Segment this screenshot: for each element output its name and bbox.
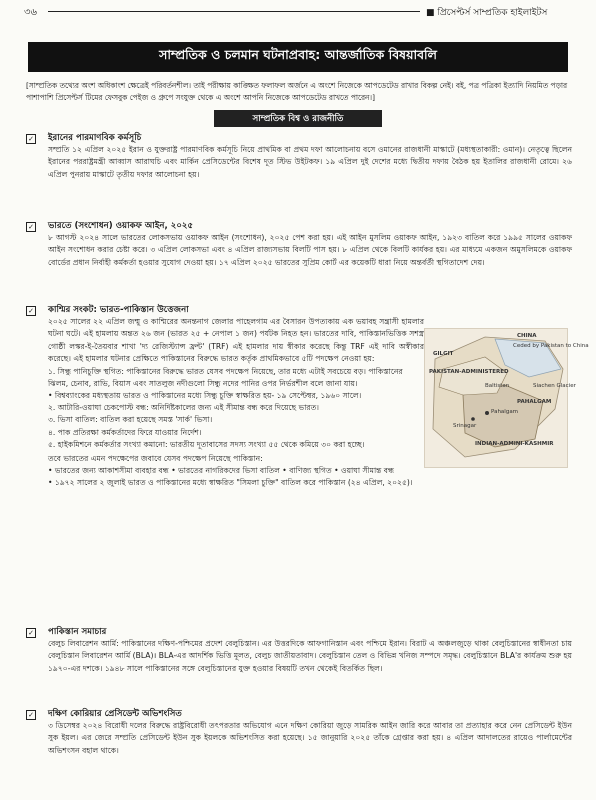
kashmir-map	[424, 328, 589, 468]
section-heading: পাকিস্তান সমাচার	[48, 627, 107, 637]
header-rule	[48, 11, 420, 12]
section-waqf	[26, 220, 572, 269]
intro-note: [সাম্প্রতিক তথ্যের অংশ অধিকাংশ ক্ষেত্রেই পরিবর্তনশীল। তাই পরীক্ষায় কাঙ্ক্ষিত ফলাফল অর্জনে এ অংশে নিজেকে আপডেটেড রাখার বিকল্প নেই। বই, পত্র পত্রিকা ইত্যাদি নিয়মিত পড়ার পাশাপাশি প্রিসেপ্টর্স টিমের ফেসবুক পেইজ ও গ্রুপে সংযুক্ত থেকে এ অংশে আপনি নিজেকে আপডেটেড রাখতে পারেন।]	[26, 81, 568, 102]
kashmir-point: ৩. ভিসা বাতিল: বাতিল করা হয়েছে সমস্ত 'সার্ক' ভিসা।	[48, 415, 213, 425]
map-label: Ceded by Pakistan to China	[513, 343, 589, 349]
kashmir-point: ২. আটারি-ওয়াঘা চেকপোস্ট বন্ধ: অনির্দিষ্টকালের জন্য এই সীমান্ত বন্ধ করে দিয়েছে ভারত।	[48, 403, 320, 413]
section-iran	[26, 132, 572, 181]
map-label: PAKISTAN-ADMINISTERED	[429, 369, 509, 375]
map-label: Baltistan	[485, 383, 510, 389]
section-text: সম্প্রতি ১২ এপ্রিল ২০২৫ ইরান ও যুক্তরাষ্ট্র পারমাণবিক কর্মসূচি নিয়ে প্রাথমিক বা প্রথম দফা আলোচনায় বসে ওমানের রাজধানী মাস্কাটে (মধ্যস্থতাকারী: ওমান)। নেতৃত্বে ছিলেন ইরানের পররাষ্ট্রমন্ত্রী আব্বাস আরাঘচি এবং মার্কিন প্রেসিডেন্টের বিশেষ দূত স্টিভ উইটকফ। ১৯ এপ্রিল দুই দেশের মধ্যে দ্বিতীয় দফায় বৈঠক হয় ইতালির রাজধানী রোমে। ২৬ এপ্রিল পুনরায় মাস্কাটে তৃতীয় দফার আলোচনা হয়।	[48, 145, 572, 179]
kashmir-point: ৪. পাক প্রতিরক্ষা কর্মকর্তাদের ফিরে যাওয়ার নির্দেশ।	[48, 427, 202, 437]
map-label: Srinagar	[453, 423, 477, 429]
running-header	[0, 0, 596, 22]
pakistan-response-point: • ১৯৭২ সালের ২ জুলাই ভারত ও পাকিস্তানের মধ্যে স্বাক্ষরিত "সিমলা চুক্তি" বাতিল করে পাকিস্তান (২৪ এপ্রিল, ২০২৫)।	[48, 478, 413, 488]
subsection-bar: সাম্প্রতিক বিশ্ব ও রাজনীতি	[214, 110, 382, 127]
kashmir-point: ১. সিন্ধু পানিচুক্তি স্থগিত: পাকিস্তানের বিরুদ্ধে ভারত যেসব পদক্ষেপ নিয়েছে, তার মধ্যে এটাই সবচেয়ে বড়। পাকিস্তানের ঝিলম, চেনাব, রাভি, বিয়াস এবং সাতলুজ নদীগুলো সিন্ধু নদের পানির ওপর নির্ভরশীল বলে জানা যায়।	[48, 366, 403, 388]
section-heading: ইরানের পারমাণবিক কর্মসূচি	[48, 133, 142, 143]
section-heading: ভারতে (সংশোধন) ওয়াকফ আইন, ২০২৫	[48, 221, 194, 231]
section-pakistan	[26, 626, 572, 675]
chapter-banner: সাম্প্রতিক ও চলমান ঘটনাপ্রবাহ: আন্তর্জাতিক বিষয়াবলি	[28, 42, 568, 72]
map-label: CHINA	[517, 333, 537, 339]
checkbox-icon: ✓	[26, 628, 36, 638]
checkbox-icon: ✓	[26, 134, 36, 144]
pahalgam-marker	[485, 411, 489, 415]
section-text: ২০২৫ সালের ২২ এপ্রিল জম্মু ও কাশ্মিরের অনন্তনাগ জেলার পাহেলগাম এর বৈসারন উপত্যকায় এক ভয়াবহ সন্ত্রাসী হামলার ঘটনা ঘটে। এই হামলায় অন্তত ২৬ জন (ভারত ২৫ + নেপাল ১ জন) পর্যটক নিহত হন। ভারতের দাবি, পাকিস্তানভিত্তিক সশস্ত্র গোষ্ঠী লস্কর-ই-তৈয়বার শাখা 'দ্য রেজিস্ট্যান্স ফ্রন্ট' (TRF) এই হামলার দায় স্বীকার করেছে কিন্তু TRF এই দাবি অস্বীকার করেছে। এই হামলার ঘটনার প্রেক্ষিতে পাকিস্তানের বিরুদ্ধে ভারত কর্তৃক প্রাথমিকভাবে ৫টি পদক্ষেপ নেওয়া হয়:	[48, 317, 424, 364]
section-text: ৩ ডিসেম্বর ২০২৪ বিরোধী দলের বিরুদ্ধে রাষ্ট্রবিরোধী তৎপরতার অভিযোগ এনে দক্ষিণ কোরিয়া জুড়ে সামরিক আইন জারি করে আবার তা প্রত্যাহার করে নেন প্রেসিডেন্ট ইউন সুক ইয়ল। এর জেরে সম্প্রতি প্রেসিডেন্ট ইউন সুক ইয়লকে অভিশংসিত করা হয়েছে। ১৫ জানুয়ারি ২০২৫ তাঁকে গ্রেপ্তার করা হয়। ৪ এপ্রিল আদালতের রায়েও পার্লামেন্টের অভিশংসন বহাল থাকে।	[48, 721, 572, 755]
checkbox-icon: ✓	[26, 306, 36, 316]
checkbox-icon: ✓	[26, 222, 36, 232]
section-text: ৮ আগস্ট ২০২৪ সালে ভারতের লোকসভায় ওয়াকফ আইন (সংশোধন), ২০২৫ পেশ করা হয়। এই আইন মুসলিম ওয়াকফ আইন, ১৯২৩ বাতিল করে ১৯৯৫ সালের ওয়াকফ আইন সংশোধন করার চেষ্টা করে। ৩ এপ্রিল লোকসভা এবং ৪ এপ্রিল রাজ্যসভায় বিলটি পাস হয়। ৮ এপ্রিল থেকে বিলটি কার্যকর হয়। এর মাধ্যমে একজন অমুসলিমকে ওয়াকফ বোর্ডের প্রধান নির্বাহী কর্মকর্তা হওয়ার সুযোগ দেওয়া হয়। ১৭ এপ্রিল ২০২৫ ভারতের সুপ্রিম কোর্ট এর কয়েকটি ধারা নিয়ে অন্তর্বর্তী স্থগিতাদেশ দেয়।	[48, 233, 572, 267]
map-label: Siachen Glacier	[533, 383, 576, 389]
page-number: ৩৬	[24, 7, 38, 18]
section-heading: কাশ্মির সংকট: ভারত-পাকিস্তান উত্তেজনা	[48, 305, 189, 315]
checkbox-icon: ✓	[26, 710, 36, 720]
srinagar-marker	[471, 417, 475, 421]
pakistan-response-title: তবে ভারতের এমন পদক্ষেপের জবাবে যেসব পদক্ষেপ নিয়েছে পাকিস্তান:	[48, 454, 263, 464]
map-label: PAHALGAM	[517, 399, 552, 405]
map-label: INDIAN-ADMINI-KASHMIR	[475, 441, 554, 447]
kashmir-point: ৫. হাইকমিশনে কর্মকর্তার সংখ্যা কমানো: ভারতীয় দূতাবাসের সদস্য সংখ্যা ৫৫ থেকে কমিয়ে ৩০ করা হচ্ছে।	[48, 439, 365, 449]
running-title: ■ প্রিসেপ্টর্স সাম্প্রতিক হাইলাইটস	[426, 8, 548, 18]
map-label: GILGIT	[433, 351, 454, 357]
pakistan-response-point: • ভারতের জন্য আকাশসীমা ব্যবহার বন্ধ • ভারতের নাগরিকদের ভিসা বাতিল • বাণিজ্য স্থগিত • ওয়াঘা সীমান্ত বন্ধ	[48, 466, 395, 476]
section-korea	[26, 708, 572, 757]
kashmir-point: • বিশ্বব্যাংকের মধ্যস্থতায় ভারত ও পাকিস্তানের মধ্যে সিন্ধু চুক্তি স্বাক্ষরিত হয়- ১৯ সেপ্টেম্বর, ১৯৬০ সালে।	[48, 391, 362, 401]
section-heading: দক্ষিণ কোরিয়ার প্রেসিডেন্ট অভিশংসিত	[48, 709, 182, 719]
map-label: Pahalgam	[491, 409, 519, 415]
section-text: বেলুচ লিবারেশন আর্মি: পাকিস্তানের দক্ষিণ-পশ্চিমের প্রদেশ বেলুচিস্তান। এর উত্তরদিকে আফগানিস্তান এবং পশ্চিমে ইরান। বিরাট এ অঞ্চলজুড়ে থাকা বেলুচিস্তানের স্বাধীনতা চায় বেলুচিস্তান লিবারেশন আর্মি (BLA)। BLA-এর আদর্শিক ভিত্তি মূলত, বেলুচ জাতীয়তাবাদ। বেলুচিস্তান তেল ও বিভিন্ন খনিজ সম্পদে সমৃদ্ধ। বেলুচিস্তানে BLA'র কার্যক্রম শুরু হয় ১৯৭০-এর দশকে। ১৯৪৮ সালে পাকিস্তানের সঙ্গে বেলুচিস্তানের যুক্ত হওয়ার বিষয়টি তখন থেকেই বিতর্কিত ছিল।	[48, 639, 572, 673]
